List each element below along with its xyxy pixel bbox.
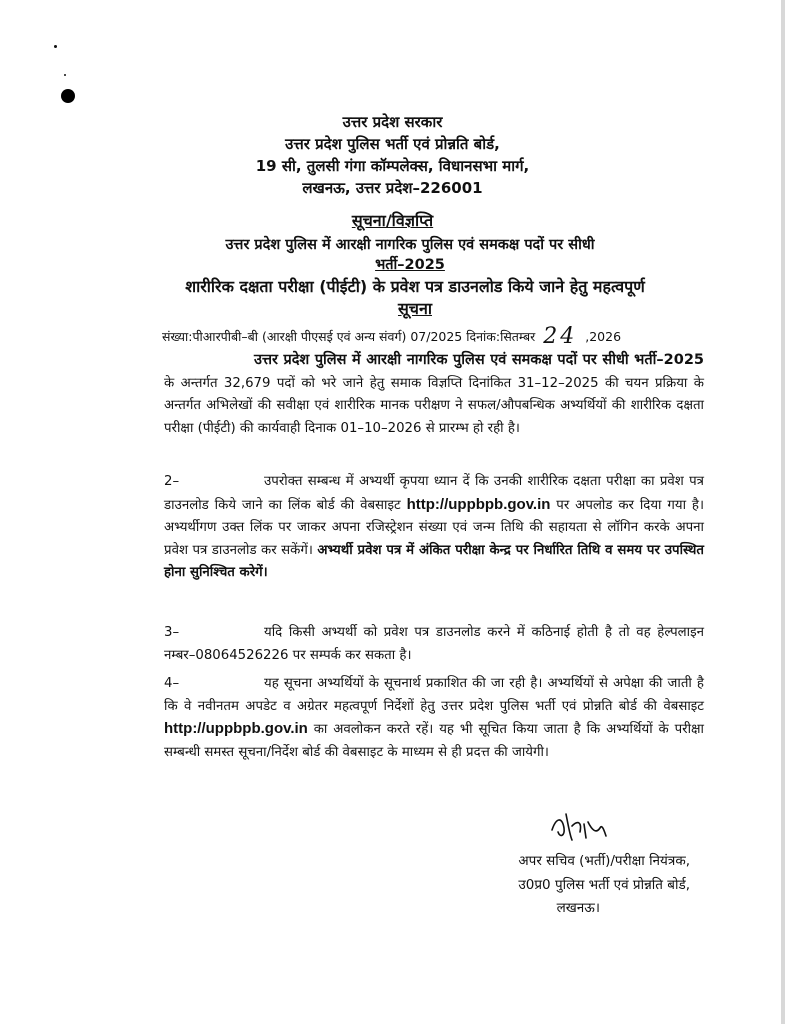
reference-day-handwritten: 24 [543, 324, 578, 349]
paragraph-2-number: 2– [164, 474, 180, 489]
subject-line-2: भर्ती–2025 [375, 257, 445, 273]
header-line-2: उत्तर प्रदेश पुलिस भर्ती एवं प्रोन्नति बोर्ड, [285, 135, 500, 153]
notice-title: सूचना/विज्ञप्ति [351, 211, 434, 230]
paragraph-4 [164, 673, 704, 764]
reference-number [162, 322, 722, 347]
handwritten-signature [548, 808, 608, 848]
paragraph-2-text-b: पर अपलोड कर दिया गया है। अभ्यर्थीगण उक्त लिंक पर जाकर अपना रजिस्ट्रेशन संख्या एवं जन्म तिथि की सहायता से लॉगिन करके अपना प्रवेश पत्र डाउनलोड कर सकेंगें। [164, 497, 704, 558]
website-link[interactable]: http://uppbpb.gov.in [406, 495, 551, 513]
paragraph-2-bold: अभ्यर्थी प्रवेश पत्र में अंकित परीक्षा केन्द्र पर निर्धारित तिथि व समय पर उपस्थित होना सुनिश्चित करेगें। [164, 542, 705, 580]
subject2-line-1: शारीरिक दक्षता परीक्षा (पीईटी) के प्रवेश पत्र डाउनलोड किये जाने हेतु महत्वपूर्ण [185, 277, 645, 296]
paragraph-2 [164, 471, 704, 585]
paragraph-4-text-b: का अवलोकन करते रहें। यह भी सूचित किया जाता है कि अभ्यर्थियों के परीक्षा सम्बन्धी समस्त सूचना/निर्देश बोर्ड की वेबसाइट के माध्यम से ही प्रदत्त की जायेगी। [164, 722, 704, 760]
reference-year: ,2026 [585, 329, 622, 344]
reference-prefix: संख्या:पीआरपीबी–बी (आरक्षी पीएसई एवं अन्य संवर्ग) 07/2025 दिनांक:सितम्बर [162, 329, 536, 344]
paragraph-1-bold: उत्तर प्रदेश पुलिस में आरक्षी नागरिक पुलिस एवं समकक्ष पदों पर सीधी भर्ती–2025 [254, 352, 704, 368]
signatory-office: उ0प्र0 पुलिस भर्ती एवं प्रोन्नति बोर्ड, [518, 877, 690, 893]
paragraph-1 [164, 349, 704, 440]
header-line-3: 19 सी, तुलसी गंगा कॉम्पलेक्स, विधानसभा मार्ग, [255, 157, 530, 175]
paragraph-1-text: के अन्तर्गत 32,679 पदों को भरे जाने हेतु समाक विज्ञप्ति दिनांकित 31–12–2025 की चयन प्रक्रिया के अन्तर्गत अभिलेखों की सवीक्षा एवं शारीरिक मानक परीक्षण ने सफल/औपबन्धिक अभ्यर्थियों की शारीरिक दक्षता परीक्षा (पीईटी) की कार्यवाही दिनाक 01–10–2026 से प्रारम्भ हो रही है। [164, 375, 704, 436]
scan-speck [54, 45, 57, 48]
subject2-line-2: सूचना [397, 299, 432, 318]
website-link-2[interactable]: http://uppbpb.gov.in [164, 720, 308, 737]
subject-line-1: उत्तर प्रदेश पुलिस में आरक्षी नागरिक पुलिस एवं समकक्ष पदों पर सीधी [225, 237, 595, 253]
scan-speck [64, 74, 66, 76]
paragraph-4-number: 4– [164, 676, 180, 691]
paragraph-3-number: 3– [164, 625, 180, 640]
punch-hole [61, 89, 75, 103]
header-line-1: उत्तर प्रदेश सरकार [342, 113, 443, 131]
paragraph-2-text-a: उपरोक्त सम्बन्ध में अभ्यर्थी कृपया ध्यान दें कि उनकी शारीरिक दक्षता परीक्षा का प्रवेश पत्र डाउनलोड किये जाने का लिंक बोर्ड की वेबसाइट [164, 474, 704, 513]
signatory-city: लखनऊ। [556, 900, 600, 916]
paragraph-4-text-a: यह सूचना अभ्यर्थियों के सूचनार्थ प्रकाशित की जा रही है। अभ्यर्थियों से अपेक्षा की जाती है कि वे नवीनतम अपडेट व अग्रेतर महत्वपूर्ण निर्देशों हेतु उत्तर प्रदेश पुलिस भर्ती एवं प्रोन्नति बोर्ड की वेबसाइट [164, 676, 704, 714]
paragraph-3 [164, 622, 704, 667]
paragraph-3-text: यदि किसी अभ्यर्थी को प्रवेश पत्र डाउनलोड करने में कठिनाई होती है तो वह हेल्पलाइन नम्बर–08064526226 पर सम्पर्क कर सकता है। [164, 625, 704, 663]
header-line-4: लखनऊ, उत्तर प्रदेश–226001 [302, 179, 483, 197]
signatory-designation: अपर सचिव (भर्ती)/परीक्षा नियंत्रक, [518, 853, 690, 869]
